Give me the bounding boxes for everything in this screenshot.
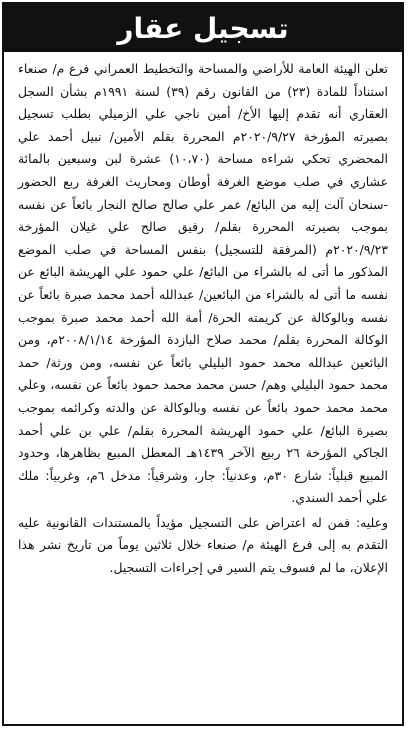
notice-body (4, 52, 402, 580)
property-registration-notice (2, 2, 404, 726)
notice-title: تسجيل عقار (4, 4, 402, 52)
notice-main-paragraph: تعلن الهيئة العامة للأراضي والمساحة والتخطيط العمراني فرع م/ صنعاء استناداً للمادة (٢٣) من القانون رقم (٣٩) لسنة ١٩٩١م بشأن السجل العقاري أنه تقدم إليها الأخ/ أمين ناجي علي الزميلي بطلب تسجيل بصيرته المؤرخة ٢٠٢٠/٩/٢٧م المحررة بقلم الأمين/ نبيل أحمد علي المحضري تحكي شراءه مساحة (١٠،٧٠) عشرة لبن وسبعين بالمائة عشاري في صلب موضع الغرفة أوطان ومحاريث الغرفة ربع الحضور -سنحان آلت إليه من البائع/ عمر علي صالح صالح النجار بائعاً عن نفسه بموجب بصيرته المحررة بقلم/ رفيق صالح علي غيلان المؤرخة ٢٠٢٠/٩/٢٣م (المرفقة للتسجيل) بنفس المساحة في صلب الموضع المذكور ما أتى له بالشراء من البائع/ علي حمود علي الهريشة البائع عن نفسه ما أتى له بالشراء من البائعين/ عبدالله أحمد محمد صبرة بائعاً عن نفسه وبالوكالة عن كريمته الحرة/ أمة الله أحمد محمد صبرة بموجب الوكالة المحررة بقلم/ محمد صلاح البازدة المؤرخة ٢٠٠٨/١/١٤م، ومن البائعين عبدالله محمد حمود البليلي بائعاً عن نفسه، ومن ورثة/ حمد محمد حمود البليلي وهم/ حسن محمد محمد حمود بائعاً عن نفسه، وعلي محمد محمد حمود بائعاً عن نفسه وبالوكالة عن والدته وكرائمه بموجب بصيرة البائع/ علي حمود الهريشة المحررة بقلم/ علي بن علي أحمد الجاكي المؤرخة ٢٦ ربيع الآخر ١٤٣٩هـ المعطل المبيع بظاهرها، وحدود المبيع قبلياً: شارع ٣٠م، وعدنياً: جار، وشرقياً: مدخل ٦م، وغربياً: ملك علي أحمد السندي. (18, 61, 388, 506)
notice-objection-paragraph: وعليه: فمن له اعتراض على التسجيل مؤيداً بالمستندات القانونية عليه التقدم به إلى فرع الهيئة م/ صنعاء خلال ثلاثين يوماً من تاريخ نشر هذا الإعلان، ما لم فسوف يتم السير في إجراءات التسجيل. (18, 514, 388, 576)
